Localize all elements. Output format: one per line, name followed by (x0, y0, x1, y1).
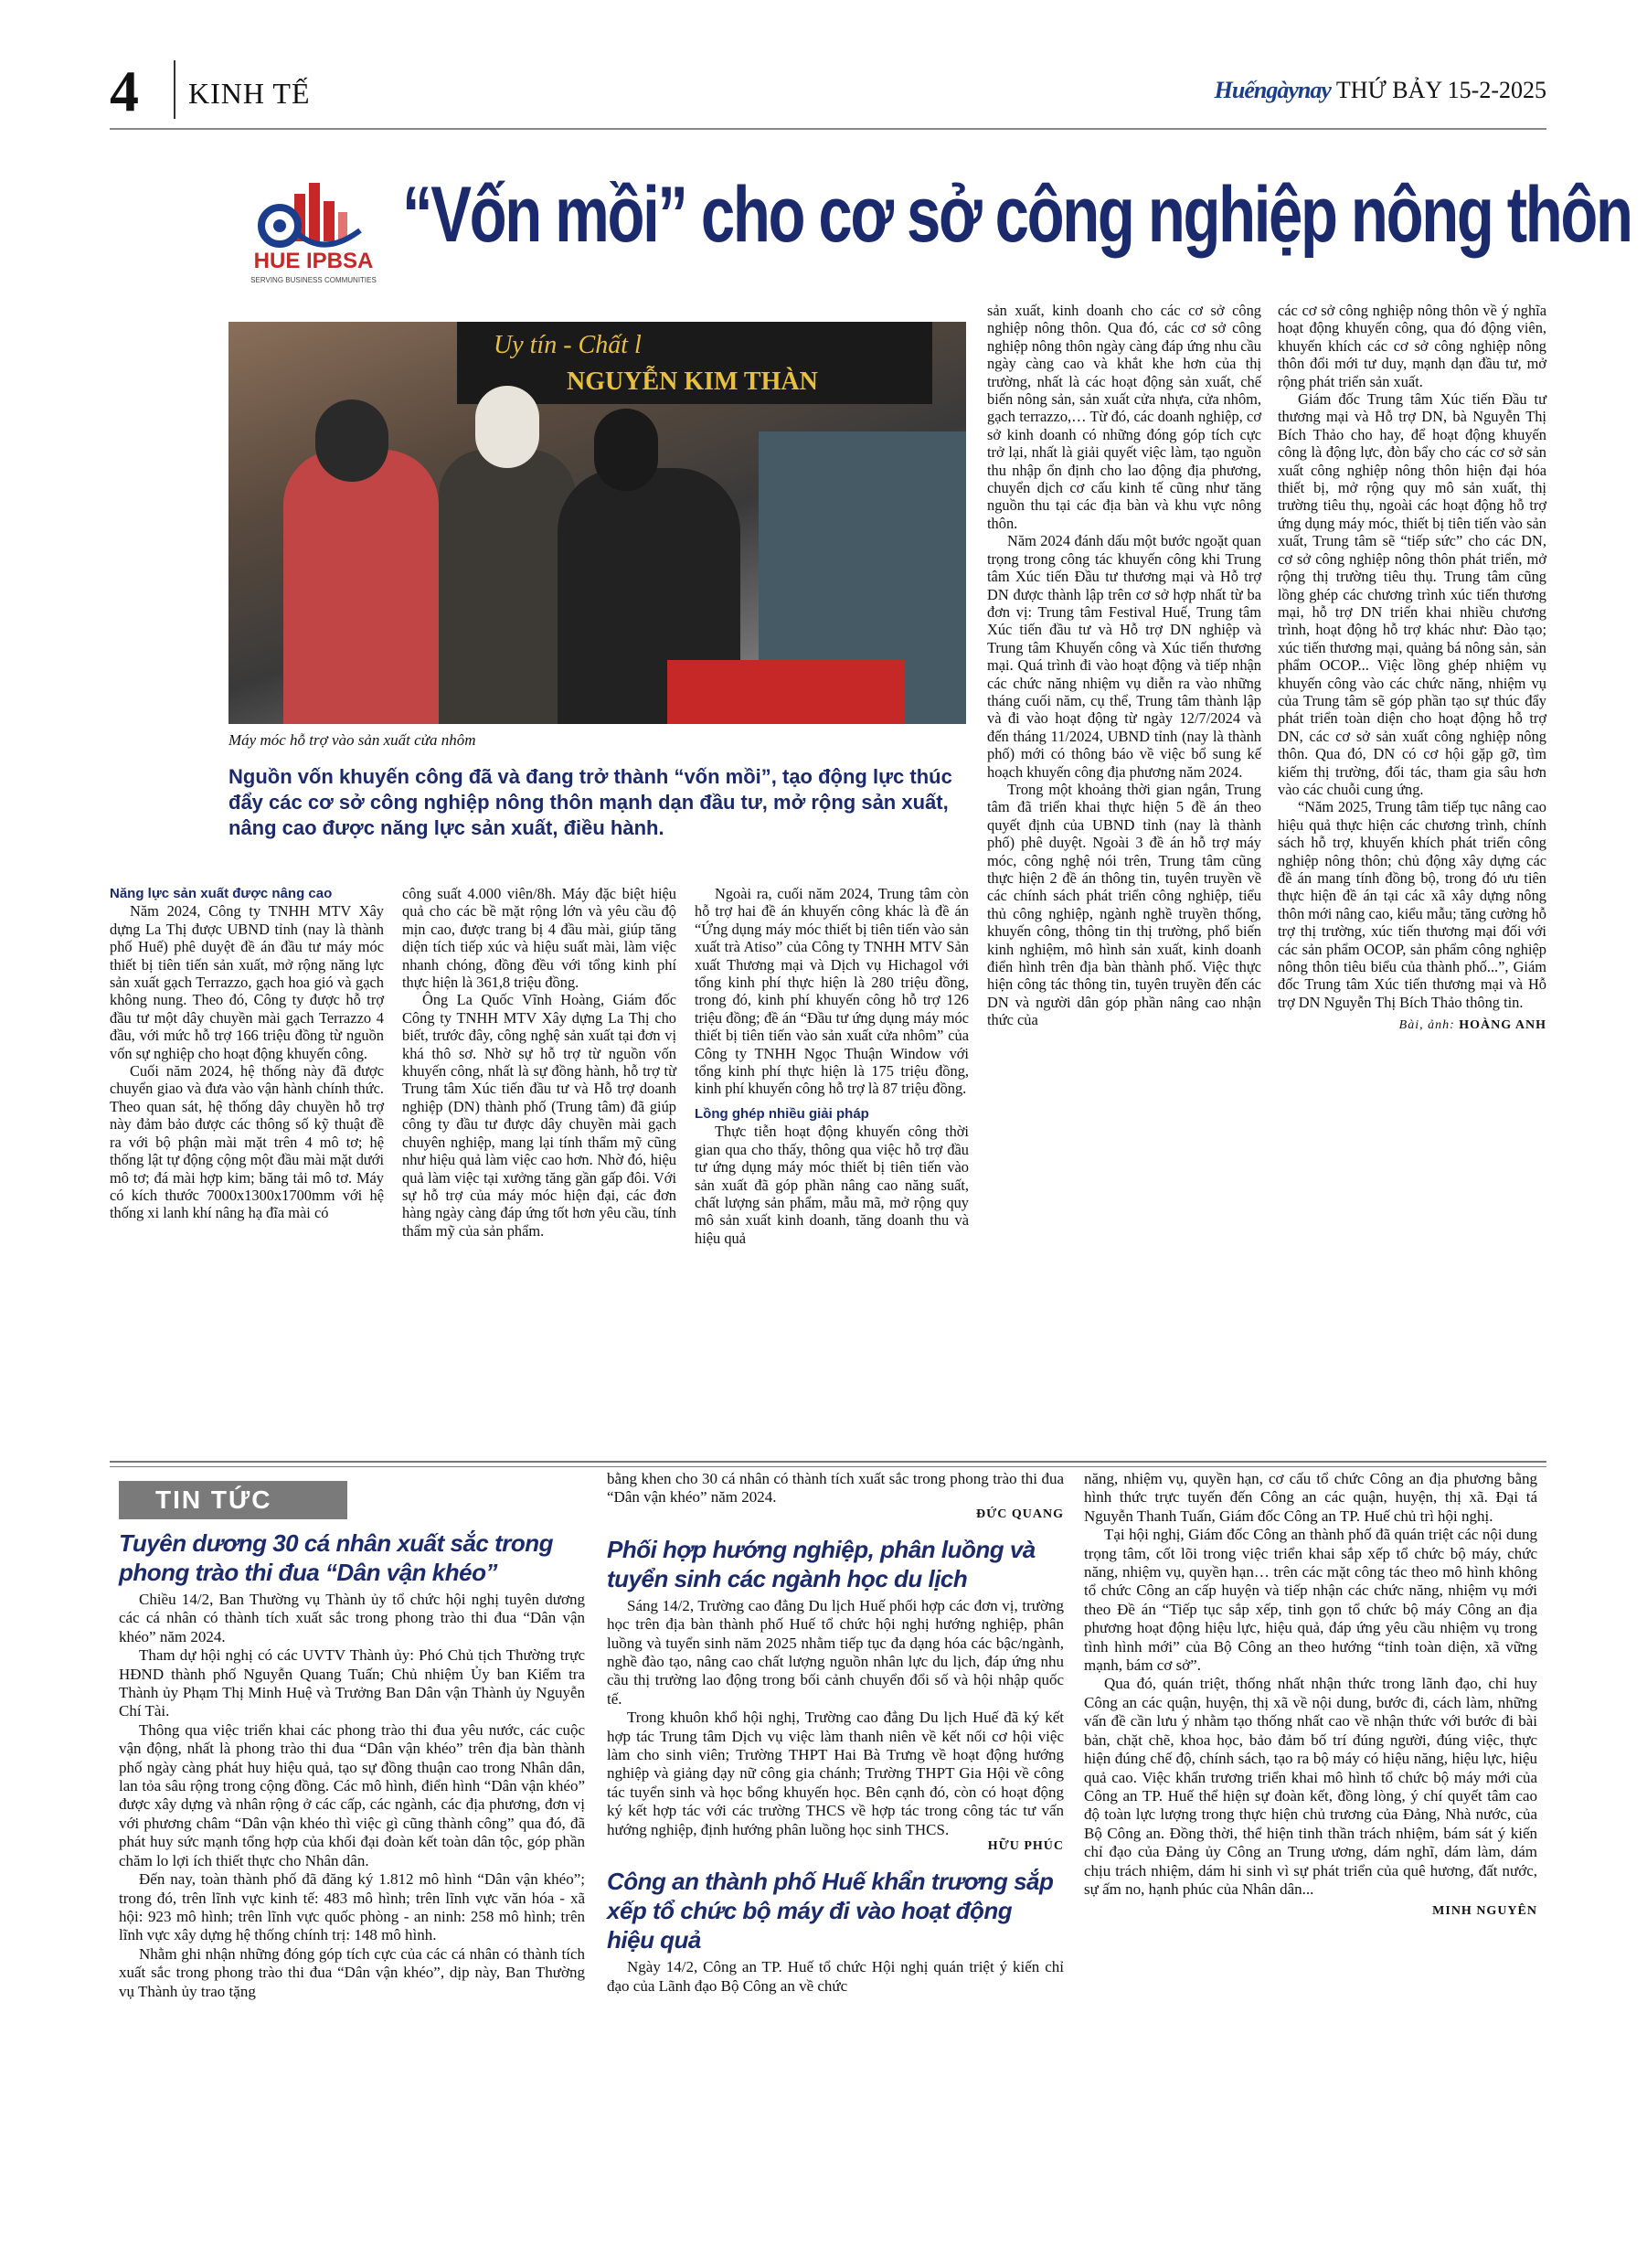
news-title: Tuyên dương 30 cá nhân xuất sắc trong phong trào thi đua “Dân vận khéo” (119, 1529, 554, 1586)
news-divider (110, 1466, 1546, 1467)
photo-caption: Máy móc hỗ trợ vào sản xuất cửa nhôm (228, 731, 476, 749)
paragraph: “Năm 2025, Trung tâm tiếp tục nâng cao hiệu quả thực hiện các chương trình, chính sách hỗ trợ, khuyến khích phát triển công nghiệp nông thôn; chủ động xây dựng các đề án mang tính đồng bộ, trong đó ưu tiên thực hiện đề án tại các xã xây dựng nông thôn mới nâng cao, kiểu mẫu; tăng cường hỗ trợ thị trường, xúc tiến thương mại đối với các sản phẩm OCOP, sản phẩm công nghiệp nông thôn tiêu biểu của thành phố...”, Giám đốc Trung tâm Xúc tiến thương mại và Hỗ trợ DN Nguyễn Thị Bích Thảo thông tin. (1278, 798, 1546, 1011)
paragraph: sản xuất, kinh doanh cho các cơ sở công nghiệp nông thôn. Qua đó, các cơ sở công nghiệp nông thôn ngày càng đáp ứng nhu cầu ngày càng cao và khắt khe hơn của thị trường, nhất là các hoạt động sản xuất, chế biến nông sản, sản xuất cửa nhựa, cửa nhôm, gạch terrazzo,… Từ đó, các doanh nghiệp, cơ sở kinh doanh có những đóng góp tích cực trở lại, nhất là giải quyết việc làm, tạo nguồn thu nhập ổn định cho lao động địa phương, chuyển dịch cơ cấu kinh tế cũng như tăng nguồn thu tại các địa bàn và khu vực nông thôn. (987, 302, 1261, 532)
news-byline: MINH NGUYÊN (1432, 1904, 1537, 1919)
article-column-2 (402, 885, 676, 1240)
masthead (1215, 77, 1546, 104)
paragraph: bằng khen cho 30 cá nhân có thành tích xuất sắc trong phong trào thi đua “Dân vận khéo” năm 2024. (607, 1470, 1064, 1507)
article-column-5 (1278, 302, 1546, 1035)
paragraph: Đến nay, toàn thành phố đã đăng ký 1.812 mô hình “Dân vận khéo”; trong đó, trên lĩnh vực kinh tế: 483 mô hình; trên lĩnh vực văn hóa - xã hội: 923 mô hình; trên lĩnh vực quốc phòng - an ninh: 258 mô hình; trên lĩnh vực xây dựng hệ thống chính trị: 148 mô hình. (119, 1870, 585, 1944)
shop-sign-line2: NGUYỄN KIM THÀN (567, 367, 818, 396)
section-name: KINH TẾ (188, 77, 311, 110)
news-title: Công an thành phố Huế khẩn trương sắp xếp tổ chức bộ máy đi vào hoạt động hiệu quả (607, 1868, 1054, 1954)
paragraph: Ngày 14/2, Công an TP. Huế tổ chức Hội nghị quán triệt ý kiến chỉ đạo của Lãnh đạo Bộ Công an về chức (607, 1958, 1064, 1995)
article-column-4 (987, 302, 1261, 1029)
paragraph: công suất 4.000 viên/8h. Máy đặc biệt hiệu quả cho các bề mặt rộng lớn và yêu cầu độ mịn cao, được trang bị 4 đầu mài, giúp tăng diện tích tiếp xúc và hiệu suất mài, làm việc nhanh chóng, đồng đều với tổng kinh phí thực hiện là 361,8 triệu đồng. (402, 885, 676, 992)
news-item-3-continued (1084, 1470, 1537, 1919)
news-divider (110, 1461, 1546, 1463)
logo-tagline: SERVING BUSINESS COMMUNITIES (250, 276, 377, 284)
paragraph: Năm 2024, Công ty TNHH MTV Xây dựng La Thị được UBND tỉnh (nay là thành phố Huế) phê duyệt đề án đầu tư máy móc thiết bị tiên tiến sản xuất, mở rộng năng lực sản xuất gạch Terrazzo, gạch hoa gió và gạch không nung. Theo đó, Công ty được hỗ trợ đầu tư một dây chuyền mài gạch Terrazzo 4 đầu, với mức hỗ trợ 166 triệu đồng từ nguồn vốn sự nghiệp cho hoạt động khuyến công. (110, 902, 384, 1062)
article-lead: Nguồn vốn khuyến công đã và đang trở thành “vốn mồi”, tạo động lực thúc đẩy các cơ sở công nghiệp nông thôn mạnh dạn đầu tư, mở rộng sản xuất, nâng cao được năng lực sản xuất, điều hành. (228, 765, 952, 839)
news-byline: HỮU PHÚC (987, 1839, 1064, 1854)
shop-sign (457, 322, 932, 404)
news-byline: ĐỨC QUANG (976, 1507, 1064, 1521)
paragraph: Năm 2024 đánh dấu một bước ngoặt quan trọng trong công tác khuyến công khi Trung tâm Xúc tiến Đầu tư thương mại và Hỗ trợ DN được thành lập trên cơ sở hợp nhất từ ba đơn vị: Trung tâm Festival Huế, Trung tâm Xúc tiến đầu tư và Hỗ trợ DN nghiệp và Trung tâm Khuyến công và Xúc tiến thương mại. Quá trình đi vào hoạt động và tiếp nhận các chức năng nhiệm vụ diễn ra vào những tháng cuối năm, cụ thể, Trung tâm thành lập và đi vào hoạt động từ ngày 12/7/2024 và đến tháng 11/2024, UBND tỉnh (nay là thành phố) mới có thông báo về việc bổ sung kế hoạch khuyến công địa phương năm 2024. (987, 532, 1261, 781)
news-body (1084, 1470, 1537, 1899)
paragraph: Chiều 14/2, Ban Thường vụ Thành ủy tổ chức hội nghị tuyên dương các cá nhân có thành tích xuất sắc trong phong trào thi đua “Dân vận khéo” năm 2024. (119, 1591, 585, 1645)
news-body (119, 1591, 585, 2001)
paragraph: Sáng 14/2, Trường cao đẳng Du lịch Huế phối hợp các đơn vị, trường học trên địa bàn thành phố Huế tổ chức hội nghị hướng nghiệp, phân luồng và tuyển sinh năm 2025 nhằm tiếp tục đa dạng hóa các bậc/ngành, nghề đào tạo, nâng cao chất lượng nguồn nhân lực du lịch, đáp ứng nhu cầu thị trường lao động trong bối cảnh chuyển đổi số và hội nhập quốc tế. (607, 1596, 1064, 1708)
news-body (607, 1470, 1064, 1507)
paragraph: Qua đó, quán triệt, thống nhất nhận thức trong lãnh đạo, chỉ huy Công an các quận, huyện, thị xã về nội dung, bước đi, cách làm, những vấn đề cần lưu ý nhằm tạo thống nhất cao về nhận thức với bước đi bài bản, chặt chẽ, khoa học, bảo đảm bố trí đúng người, đúng việc, thực hiện đúng chế độ, chính sách, tạo ra bộ máy có hiệu năng, hiệu lực, hiệu quả cao. Việc khẩn trương triển khai mô hình tổ chức bộ máy mới của Công an TP. Huế thể hiện sự đoàn kết, đồng lòng, ý chí quyết tâm cao độ toàn lực lượng trong thực hiện chủ trương của Đảng, Nhà nước, của Bộ Công an. Đồng thời, thể hiện tinh thần trách nhiệm, bám sát ý kiến chỉ đạo của Đảng ủy Công an Trung ương, dám nghĩ, dám làm, dám chịu trách nhiệm, dám hi sinh vì sự phát triển của quê hương, đất nước, sự ấm no, hạnh phúc của Nhân dân... (1084, 1675, 1537, 1898)
news-section-label: TIN TỨC (119, 1481, 347, 1519)
paragraph: Nhằm ghi nhận những đóng góp tích cực của các cá nhân có thành tích xuất sắc trong phong trào thi đua “Dân vận khéo”, dịp này, Ban Thường vụ Thành ủy trao tặng (119, 1944, 585, 2000)
paragraph: Trong khuôn khổ hội nghị, Trường cao đẳng Du lịch Huế đã ký kết hợp tác Trung tâm Dịch vụ việc làm thanh niên về kết nối cơ hội việc làm cho sinh viên; Trường THPT Hai Bà Trưng về hoạt động hướng nghiệp và giảng dạy nữ công gia chánh; Trường THPT Gia Hội về công tác tuyển sinh và học bổng khuyến học. Bên cạnh đó, còn có hoạt động ký kết hợp tác với các trường THCS về hợp tác trong công tác tư vấn hướng nghiệp, định hướng phân luồng học sinh THCS. (607, 1709, 1064, 1838)
subheading: Lồng ghép nhiều giải pháp (695, 1105, 869, 1122)
news-title: Phối hợp hướng nghiệp, phân luồng và tuyển sinh các ngành học du lịch (607, 1535, 1036, 1592)
paragraph: Trong một khoảng thời gian ngắn, Trung tâm đã triển khai thực hiện 5 đề án theo quyết định của UBND tỉnh (nay là thành phố) phê duyệt. Ngoài 3 đề án hỗ trợ máy móc, công nghệ nói trên, Trung tâm cũng thực hiện 2 đề án thông tin, tuyên truyền về các chính sách phát triển công nghiệp, tiểu thủ công nghiệp, ngành nghề truyền thống, khuyến công, thông tin thị trường, phổ biến kinh nghiệm, mô hình sản xuất, kinh doanh điển hình trên địa bàn thành phố. Việc thực hiện công tác thông tin, tuyên truyền đến các DN và người dân góp phần nâng cao nhận thức của (987, 780, 1261, 1029)
paragraph: các cơ sở công nghiệp nông thôn về ý nghĩa hoạt động khuyến công, qua đó động viên, khuyến khích các cơ sở công nghiệp nông thôn đổi mới tư duy, mạnh dạn đầu tư, mở rộng phát triển sản xuất. (1278, 302, 1546, 390)
header-divider (174, 60, 175, 119)
article-column-3 (695, 885, 969, 1247)
byline-label: Bài, ảnh: (1398, 1018, 1455, 1033)
article-column-1 (110, 885, 384, 1222)
article-title: “Vốn mồi” cho cơ sở công nghiệp nông thôn (402, 171, 1631, 259)
news-body (607, 1597, 1064, 1839)
news-body (607, 1958, 1064, 1996)
paragraph: Ngoài ra, cuối năm 2024, Trung tâm còn hỗ trợ hai đề án khuyến công khác là đề án “Ứng dụng máy móc thiết bị tiên tiến vào sản xuất trà Atiso” của Công ty TNHH MTV Sản xuất Thương mại và Dịch vụ Hichagol với tổng kinh phí thực hiện là 280 triệu đồng, trong đó, kinh phí khuyến công hỗ trợ 126 triệu đồng; đề án “Đầu tư ứng dụng máy móc thiết bị tiên tiến vào sản xuất cửa nhôm” của Công ty TNHH Ngọc Thuận Window với tổng kinh phí thực hiện là 175 triệu đồng, kinh phí khuyến công hỗ trợ là 87 triệu đồng. (695, 885, 969, 1098)
logo-name: HUE IPBSA (253, 249, 374, 273)
masthead-date: THỨ BẢY 15-2-2025 (1335, 77, 1546, 103)
paragraph: Cuối năm 2024, hệ thống này đã được chuyển giao và đưa vào vận hành chính thức. Theo quan sát, hệ thống dây chuyền hỗ trợ này đảm bảo được các thông số kỹ thuật đề ra với bộ phận mài mặt trên 4 mô tơ; hệ thống lật tự động cộng một đầu mài mặt dưới mô tơ; đá mài hợp kim; băng tải mô tơ. Máy có kích thước 7000x1300x1700mm với hệ thống xi lanh khí nâng hạ đĩa mài có (110, 1062, 384, 1222)
shop-sign-line1: Uy tín - Chất l (494, 331, 642, 359)
paragraph: Ông La Quốc Vĩnh Hoàng, Giám đốc Công ty TNHH MTV Xây dựng La Thị cho biết, trước đây, công nghệ sản xuất tại đơn vị khá thô sơ. Nhờ sự hỗ trợ từ nguồn vốn khuyến công, nhất là sự đồng hành, hỗ trợ từ Trung tâm Xúc tiến đầu tư và Hỗ trợ doanh nghiệp (DN) thành phố (Trung tâm) đã giúp công ty đầu tư được dây chuyền mài gạch chuyên nghiệp, mang lại tính thẩm mỹ cũng như hiệu quả làm việc cao hơn. Nhờ đó, hiệu quả làm việc tại xưởng tăng gần gấp đôi. Với sự hỗ trợ của máy móc hiện đại, các đơn hàng ngày càng đáp ứng tốt hơn yêu cầu, tính thẩm mỹ của sản phẩm. (402, 991, 676, 1240)
paragraph: Thông qua việc triển khai các phong trào thi đua yêu nước, các cuộc vận động, nhất là phong trào thi đua “Dân vận khéo” trên địa bàn thành phố ngày càng phát huy hiệu quả, tạo sự đồng thuận cao trong Nhân dân, lan tỏa sâu rộng trong cộng đồng. Các mô hình, điển hình “Dân vận khéo” được xây dựng và nhân rộng ở các cấp, các ngành, các địa phương, đơn vị với phương châm “Dân vận khéo thì việc gì cũng thành công” qua đó, đã phát huy sức mạnh tổng hợp của khối đại đoàn kết toàn dân tộc, góp phần chăm lo lợi ích thiết thực cho Nhân dân. (119, 1720, 585, 1869)
paragraph: năng, nhiệm vụ, quyền hạn, cơ cấu tổ chức Công an địa phương bằng hình thức trực tuyến đến Công an các quận, huyện, thị xã. Đại tá Nguyễn Thanh Tuấn, Giám đốc Công an TP. Huế chủ trì hội nghị. (1084, 1470, 1537, 1525)
header-rule (110, 128, 1546, 130)
paragraph: Thực tiễn hoạt động khuyến công thời gian qua cho thấy, thông qua việc hỗ trợ đầu tư ứng dụng máy móc thiết bị tiên tiến vào sản xuất đã góp phần nâng cao năng suất, chất lượng sản phẩm, mẫu mã, mở rộng quy mô sản xuất kinh doanh, tăng doanh thu và hiệu quả (695, 1123, 969, 1247)
page-number: 4 (110, 59, 139, 123)
paragraph: Giám đốc Trung tâm Xúc tiến Đầu tư thương mại và Hỗ trợ DN, bà Nguyễn Thị Bích Thảo cho hay, để hoạt động khuyến công là động lực, đòn bẩy cho các cơ sở sản xuất công nghiệp nông thôn hiện đại hóa thiết bị, mở rộng quy mô sản xuất, thị trường tiêu thụ, ngoài các hoạt động hỗ trợ ứng dụng máy móc, thiết bị tiên tiến vào sản xuất, Trung tâm sẽ “tiếp sức” cho các DN, cơ sở công nghiệp nông thôn phát triển, mở rộng thị trường tiêu thụ. Trung tâm cũng lồng ghép các chương trình xúc tiến thương mại, hỗ trợ DN triển khai nhiều chương trình, hoạt động hỗ trợ khác như: Đào tạo; xúc tiến thương mại, quảng bá nông sản, sản phẩm OCOP... Việc lồng ghép nhiệm vụ khuyến công vào các chức năng, nhiệm vụ của Trung tâm sẽ góp phần tạo sự thúc đẩy phát triển toàn diện cho hoạt động hỗ trợ DN, các cơ sở sản xuất công nghiệp nông thôn. Qua đó, DN có cơ hội gặp gỡ, tìm kiếm thị trường, đối tác, tham gia sâu hơn vào các chuỗi cung ứng. (1278, 390, 1546, 798)
article-photo (228, 322, 966, 724)
news-item-1 (119, 1528, 585, 2001)
article-byline (1278, 1017, 1546, 1034)
subheading: Năng lực sản xuất được nâng cao (110, 886, 333, 901)
paragraph: Tại hội nghị, Giám đốc Công an thành phố đã quán triệt các nội dung trọng tâm, cốt lõi trong việc triển khai sắp xếp tổ chức bộ máy, chức năng, nhiệm vụ, quyền hạn… trên các mặt công tác theo mô hình không tổ chức Công an cấp huyện và tiếp nhận các chức năng, nhiệm vụ mới theo Đề án “Tiếp tục sắp xếp, tinh gọn tổ chức bộ máy Công an địa phương hoạt động hiệu lực, hiệu quả, đáp ứng yêu cầu nhiệm vụ trong tình hình mới” của Bộ Công an theo hướng “tỉnh toàn diện, xã vững mạnh, bám cơ sở”. (1084, 1526, 1537, 1675)
news-item-2 (607, 1470, 1064, 1996)
masthead-brand: Huếngàynay (1214, 77, 1331, 103)
paragraph: Tham dự hội nghị có các UVTV Thành ủy: Phó Chủ tịch Thường trực HĐND thành phố Nguyễn Quang Tuấn; Chủ nhiệm Ủy ban Kiểm tra Thành ủy Phạm Thị Minh Huệ và Trưởng Ban Dân vận Thành ủy Nguyễn Chí Tài. (119, 1646, 585, 1720)
byline-name: HOÀNG ANH (1459, 1018, 1546, 1033)
